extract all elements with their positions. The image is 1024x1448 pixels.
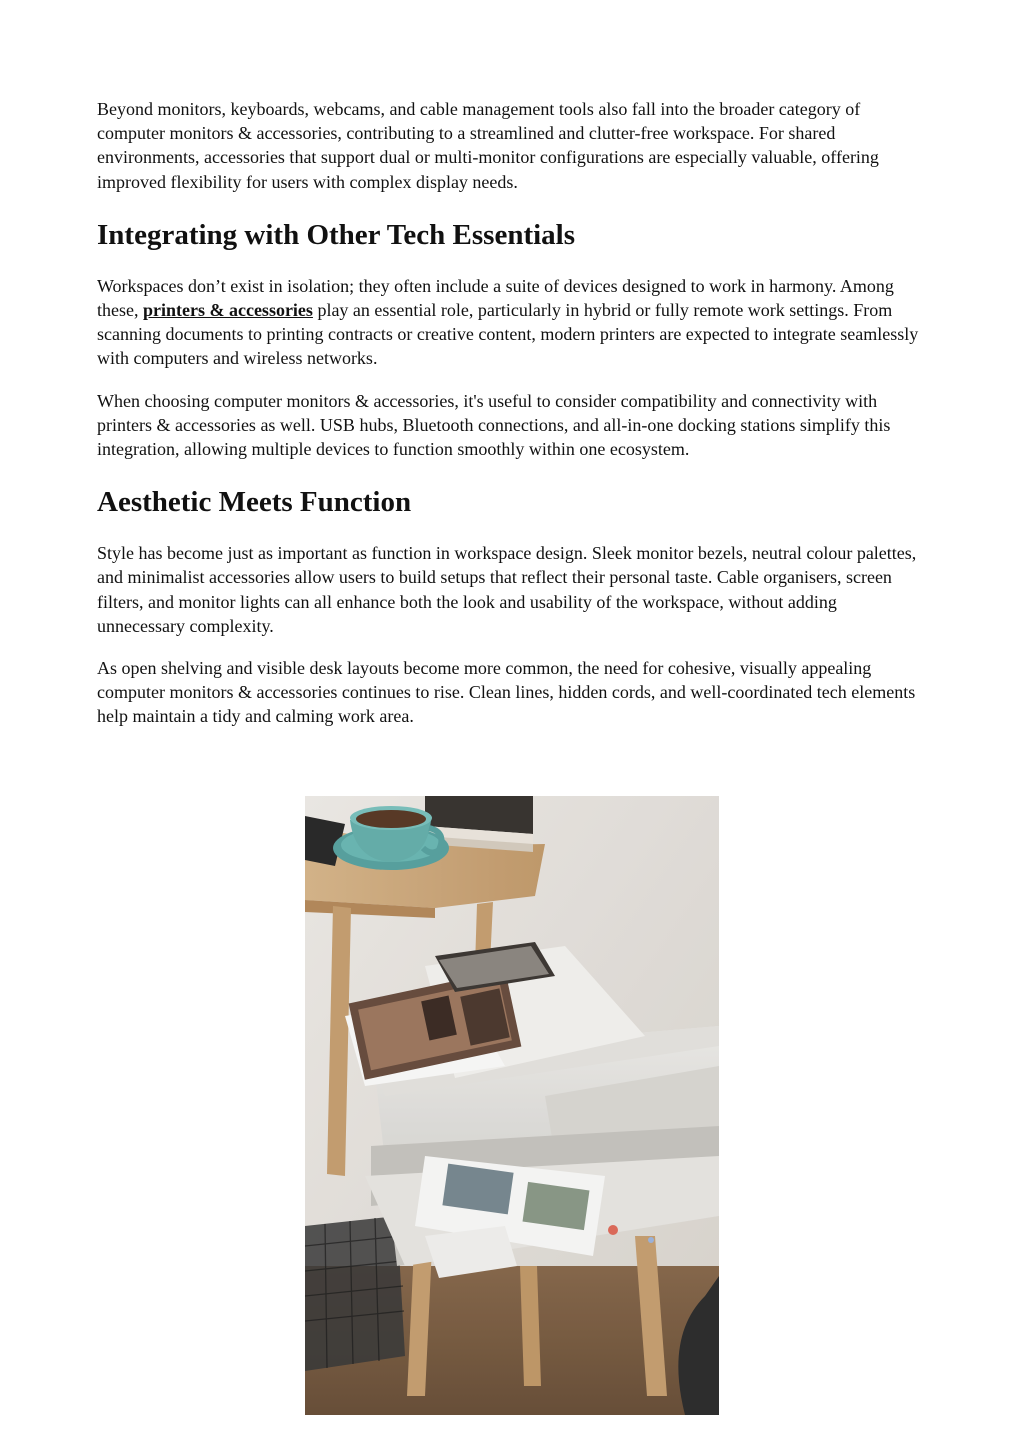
- integrating-paragraph-2: When choosing computer monitors & accessories, it's useful to consider compatibility and connectivity with printers & accessories as well. USB hubs, Bluetooth connections, and all-in-one docking stations simplify this integration, allowing multiple devices to function smoothly within one ecosystem.: [97, 390, 891, 460]
- integrating-p1-text-before-link: Workspaces don’t exist in isolation; they often include a suite of devices designed to work in harmony. Among these,: [97, 275, 894, 321]
- heading-aesthetic: Aesthetic Meets Function: [97, 486, 412, 519]
- document-page: [97, 97, 929, 747]
- printers-accessories-link[interactable]: printers & accessories: [142, 300, 313, 321]
- printer-desk-photo: [305, 796, 719, 1415]
- integrating-paragraph-1: [97, 274, 929, 371]
- integrating-p1-text-after-link: play an essential role, particularly in hybrid or fully remote work settings. From scanning documents to printing contracts or creative content, modern printers are expected to integrate seamlessly with computers and wireless networks.: [97, 300, 919, 369]
- aesthetic-paragraph-2: As open shelving and visible desk layouts become more common, the need for cohesive, visually appealing computer monitors & accessories continues to rise. Clean lines, hidden cords, and well-coordinated tech elements help maintain a tidy and calming work area.: [97, 658, 916, 727]
- heading-integrating: Integrating with Other Tech Essentials: [97, 218, 576, 251]
- intro-paragraph: Beyond monitors, keyboards, webcams, and cable management tools also fall into the broader category of computer monitors & accessories, contributing to a streamlined and clutter-free workspace. For shared environments, accessories that support dual or multi-monitor configurations are especially valuable, offering improved flexibility for users with complex display needs.: [97, 99, 879, 192]
- printer-photo-illustration: [305, 796, 719, 1415]
- aesthetic-paragraph-1: Style has become just as important as function in workspace design. Sleek monitor bezels, neutral colour palettes, and minimalist accessories allow users to build setups that reflect their personal taste. Cable organisers, screen filters, and monitor lights can all enhance both the look and usability of the workspace, without adding unnecessary complexity.: [97, 543, 917, 636]
